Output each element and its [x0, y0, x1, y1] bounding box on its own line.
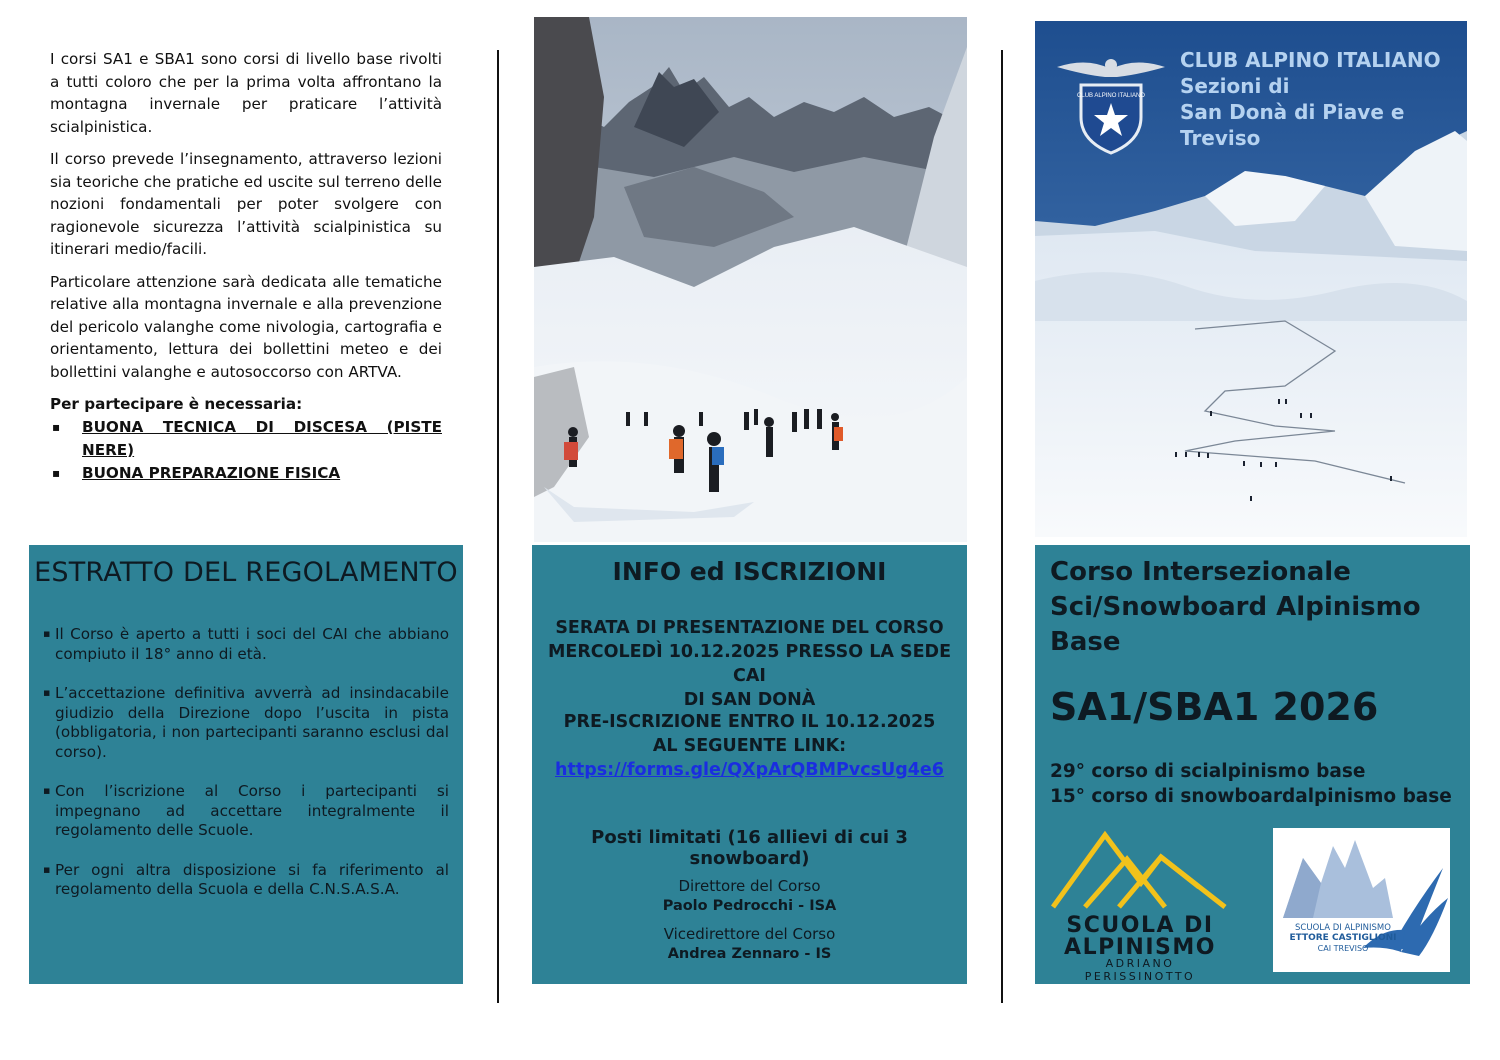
requirement-item: ▪ BUONA PREPARAZIONE FISICA	[50, 462, 442, 485]
scuola-logo-line: ALPINISMO	[1064, 935, 1216, 960]
castiglioni-logo-line: SCUOLA DI ALPINISMO	[1295, 923, 1391, 933]
presentation-evening	[532, 616, 967, 712]
regolamento-panel	[29, 545, 463, 984]
scuola-logo-subtitle: ADRIANO PERISSINOTTO	[1084, 957, 1196, 983]
club-line: CLUB ALPINO ITALIANO	[1180, 48, 1441, 72]
course-panel	[1035, 545, 1470, 984]
club-name	[1180, 47, 1460, 151]
info-panel	[532, 545, 967, 984]
cai-logo-text: CLUB ALPINO ITALIANO	[1077, 93, 1145, 99]
regolamento-item: ▪ Con l’iscrizione al Corso i partecipanti si impegnano ad accettare integralmente il regolamento delle Scuole.	[43, 782, 449, 841]
ski-group-photo-image	[534, 17, 967, 542]
course-editions	[1050, 759, 1452, 809]
requirement-item: ▪ BUONA TECNICA DI DISCESA (PISTE NERE)	[50, 416, 442, 462]
castiglioni-logo-line: CAI TREVISO	[1317, 944, 1369, 953]
regolamento-item: ▪ L’accettazione definitiva avverrà ad insindacabile giudizio della Direzione dopo l’uscita in pista (obbligatoria, i non partecipanti saranno esclusi dal corso).	[43, 684, 449, 762]
presentation-line: SERATA DI PRESENTAZIONE DEL CORSO	[555, 618, 944, 638]
course-title	[1050, 555, 1455, 660]
scuola-logo-line: SCUOLA DI	[1066, 913, 1214, 938]
director-name: Paolo Pedrocchi - ISA	[662, 898, 837, 914]
column-divider-right	[1001, 50, 1003, 1003]
castiglioni-logo-line: ETTORE CASTIGLIONI	[1289, 933, 1397, 943]
requirements-title: Per partecipare è necessaria:	[50, 395, 303, 413]
mountain-logo-icon	[1049, 827, 1231, 912]
cover-photo	[1035, 21, 1467, 537]
regolamento-title: ESTRATTO DEL REGOLAMENTO	[34, 557, 458, 588]
pre-registration	[532, 710, 967, 782]
ski-group-photo	[534, 17, 967, 542]
course-title-line: Sci/Snowboard Alpinismo	[1050, 592, 1421, 622]
course-edition-line: 15° corso di snowboardalpinismo base	[1050, 786, 1452, 807]
requirements-list	[50, 416, 442, 485]
course-title-line: Base	[1050, 627, 1121, 657]
vice-director-name: Andrea Zennaro - IS	[667, 946, 832, 962]
regolamento-item: ▪ Il Corso è aperto a tutti i soci del CAI che abbiano compiuto il 18° anno di età.	[43, 625, 449, 664]
course-title-line: Corso Intersezionale	[1050, 557, 1351, 587]
presentation-line: DI SAN DONÀ	[683, 690, 816, 710]
course-vice-director	[532, 924, 967, 964]
registration-link[interactable]: https://forms.gle/QXpArQBMPvcsUg4e6	[555, 760, 944, 780]
regolamento-list	[43, 625, 449, 920]
castiglioni-logo	[1273, 828, 1450, 972]
scuola-alpinismo-logo	[1049, 827, 1231, 983]
info-title: INFO ed ISCRIZIONI	[612, 557, 887, 586]
pre-registration-line: AL SEGUENTE LINK:	[652, 736, 847, 756]
limited-places: Posti limitati (16 allievi di cui 3 snowboard)	[591, 827, 908, 869]
intro-paragraph: Il corso prevede l’insegnamento, attraverso lezioni sia teoriche che pratiche ed uscite sul terreno delle nozioni fondamentali per poter svolgere con ragionevole sicurezza l’attività scialpinistica su itinerari medio/facili.	[50, 150, 442, 258]
intro-paragraph: Particolare attenzione sarà dedicata alle tematiche relative alla montagna invernale e alla prevenzione del pericolo valanghe come nivologia, cartografia e orientamento, lettura dei bollettini meteo e dei bollettini valanghe e autosoccorso con ARTVA.	[50, 272, 442, 381]
course-director	[532, 876, 967, 916]
course-edition-line: 29° corso di scialpinismo base	[1050, 761, 1366, 782]
club-line: Treviso	[1180, 126, 1261, 150]
club-line: San Donà di Piave e	[1180, 100, 1405, 124]
intro-paragraph: I corsi SA1 e SBA1 sono corsi di livello base rivolti a tutti coloro che per la prima volta affrontano la montagna invernale per praticare l’attività scialpinistica.	[50, 50, 442, 136]
scuola-logo-text	[1049, 915, 1231, 959]
director-label: Direttore del Corso	[678, 877, 821, 895]
column-divider-left	[497, 50, 499, 1003]
presentation-line: MERCOLEDÌ 10.12.2025 PRESSO LA SEDE CAI	[547, 642, 952, 686]
pre-registration-line: PRE-ISCRIZIONE ENTRO IL 10.12.2025	[563, 712, 936, 732]
vice-director-label: Vicedirettore del Corso	[663, 925, 836, 943]
intro-text	[50, 48, 442, 485]
club-line: Sezioni di	[1180, 74, 1290, 98]
regolamento-item: ▪ Per ogni altra disposizione si fa riferimento al regolamento della Scuola e della C.N.S.A.S.A.	[43, 861, 449, 900]
course-code: SA1/SBA1 2026	[1050, 685, 1379, 729]
